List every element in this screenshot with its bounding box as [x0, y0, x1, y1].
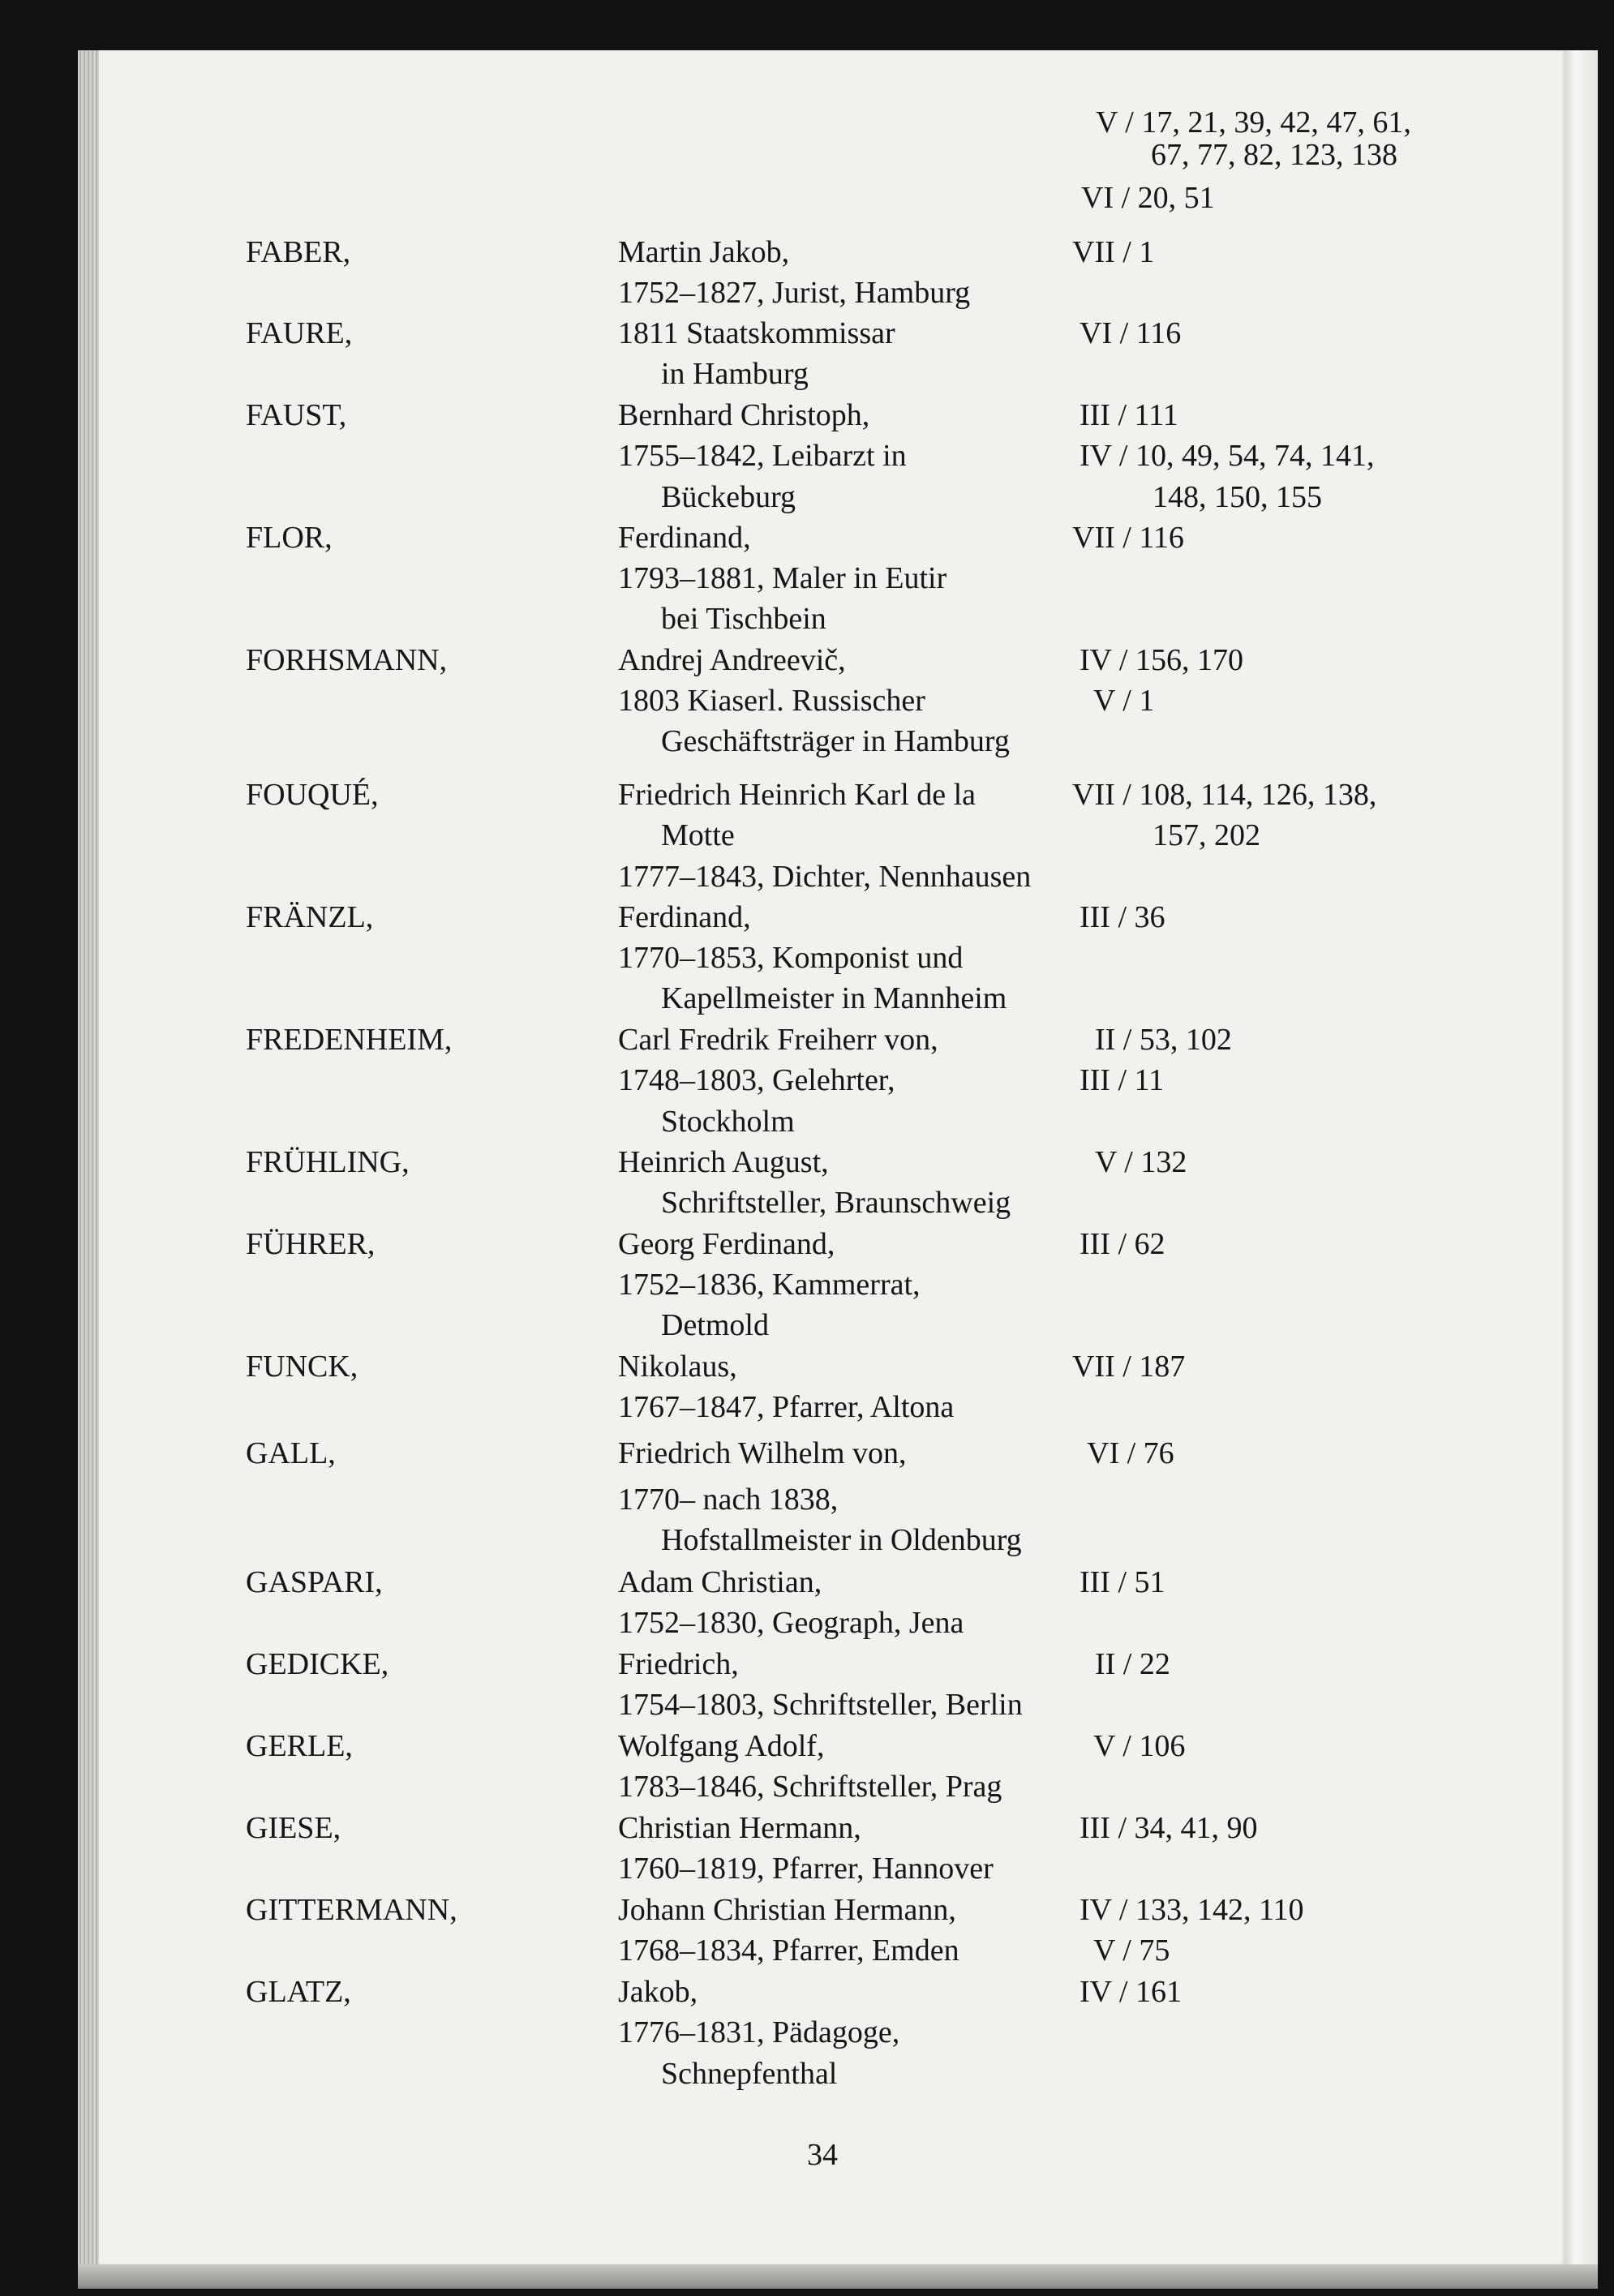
entry-ref: VII / 108, 114, 126, 138, — [1072, 778, 1377, 812]
entry-name: FAURE, — [246, 316, 353, 350]
entry-ref: III / 34, 41, 90 — [1080, 1811, 1258, 1845]
entry-ref: 148, 150, 155 — [1153, 480, 1322, 514]
entry-ref: V / 75 — [1093, 1933, 1170, 1968]
entry-desc: Johann Christian Hermann, — [618, 1893, 956, 1927]
entry-desc: Christian Hermann, — [618, 1811, 861, 1845]
entry-desc: 1770–1853, Komponist und — [618, 941, 964, 975]
entry-name: GIESE, — [246, 1811, 341, 1845]
entry-desc: Ferdinand, — [618, 521, 751, 555]
entry-name: FABER, — [246, 235, 351, 269]
entry-name: FRÄNZL, — [246, 900, 374, 934]
entry-desc: Nikolaus, — [618, 1350, 737, 1384]
entry-ref: VII / 1 — [1072, 235, 1155, 269]
entry-ref: II / 22 — [1095, 1647, 1170, 1681]
entry-ref: III / 62 — [1080, 1227, 1165, 1261]
page-bottom-edge — [78, 2264, 1598, 2289]
entry-desc: Andrej Andreevič, — [618, 643, 846, 677]
entry-desc: Kapellmeister in Mannheim — [661, 981, 1007, 1015]
entry-name: GITTERMANN, — [246, 1893, 457, 1927]
entry-desc: Wolfgang Adolf, — [618, 1729, 825, 1763]
entry-desc: 1811 Staatskommissar — [618, 316, 895, 350]
entry-ref: V / 132 — [1095, 1145, 1187, 1179]
entry-name: FOUQUÉ, — [246, 778, 379, 812]
entry-desc: Stockholm — [661, 1105, 795, 1139]
entry-ref: IV / 161 — [1080, 1975, 1182, 2009]
entry-name: FREDENHEIM, — [246, 1023, 453, 1057]
entry-name: FUNCK, — [246, 1350, 358, 1384]
entry-desc: 1752–1836, Kammerrat, — [618, 1268, 921, 1302]
entry-desc: Friedrich, — [618, 1647, 739, 1681]
entry-name: GERLE, — [246, 1729, 353, 1763]
entry-desc: Schriftsteller, Braunschweig — [661, 1186, 1011, 1220]
entry-desc: Geschäftsträger in Hamburg — [661, 724, 1010, 758]
page-number: 34 — [807, 2138, 838, 2172]
entry-desc: Georg Ferdinand, — [618, 1227, 835, 1261]
entry-name: FAUST, — [246, 398, 347, 432]
continuation-ref: V / 17, 21, 39, 42, 47, 61, — [1096, 105, 1411, 139]
entry-desc: 1793–1881, Maler in Eutir — [618, 561, 947, 595]
entry-ref: III / 36 — [1080, 900, 1165, 934]
entry-desc: Ferdinand, — [618, 900, 751, 934]
entry-desc: Schnepfenthal — [661, 2057, 838, 2091]
entry-name: FORHSMANN, — [246, 643, 448, 677]
entry-ref: IV / 10, 49, 54, 74, 141, — [1080, 439, 1375, 473]
entry-desc: 1783–1846, Schriftsteller, Prag — [618, 1770, 1002, 1804]
entry-desc: 1748–1803, Gelehrter, — [618, 1063, 895, 1097]
entry-desc: 1754–1803, Schriftsteller, Berlin — [618, 1688, 1023, 1722]
entry-ref: V / 106 — [1093, 1729, 1186, 1763]
entry-name: FRÜHLING, — [246, 1145, 410, 1179]
entry-name: GASPARI, — [246, 1565, 383, 1599]
entry-desc: 1770– nach 1838, — [618, 1483, 839, 1517]
entry-ref: VII / 187 — [1072, 1350, 1186, 1384]
entry-desc: Carl Fredrik Freiherr von, — [618, 1023, 938, 1057]
entry-desc: Heinrich August, — [618, 1145, 829, 1179]
entry-desc: 1768–1834, Pfarrer, Emden — [618, 1933, 959, 1968]
entry-desc: 1776–1831, Pädagoge, — [618, 2015, 900, 2049]
entry-name: GEDICKE, — [246, 1647, 389, 1681]
entry-ref: III / 111 — [1080, 398, 1178, 432]
entry-desc: 1760–1819, Pfarrer, Hannover — [618, 1852, 994, 1886]
entry-desc: 1803 Kiaserl. Russischer — [618, 684, 925, 718]
entry-desc: Martin Jakob, — [618, 235, 790, 269]
entry-desc: Bückeburg — [661, 480, 796, 514]
entry-desc: in Hamburg — [661, 357, 809, 391]
entry-ref: IV / 156, 170 — [1080, 643, 1243, 677]
entry-ref: III / 51 — [1080, 1565, 1165, 1599]
entry-name: FÜHRER, — [246, 1227, 376, 1261]
entry-desc: bei Tischbein — [661, 602, 826, 636]
entry-desc: Motte — [661, 818, 735, 852]
entry-desc: Jakob, — [618, 1975, 698, 2009]
entry-ref: VI / 76 — [1087, 1436, 1174, 1470]
entry-ref: 157, 202 — [1153, 818, 1260, 852]
entry-desc: Detmold — [661, 1308, 769, 1342]
entry-desc: Adam Christian, — [618, 1565, 822, 1599]
entry-desc: Friedrich Wilhelm von, — [618, 1436, 907, 1470]
entry-ref: III / 11 — [1080, 1063, 1165, 1097]
page-right-edge — [1565, 50, 1598, 2264]
entry-desc: Bernhard Christoph, — [618, 398, 870, 432]
entry-desc: 1752–1827, Jurist, Hamburg — [618, 276, 971, 310]
entry-desc: Hofstallmeister in Oldenburg — [661, 1523, 1022, 1557]
entry-desc: 1752–1830, Geograph, Jena — [618, 1606, 964, 1640]
continuation-ref: VI / 20, 51 — [1081, 181, 1215, 215]
entry-ref: IV / 133, 142, 110 — [1080, 1893, 1304, 1927]
entry-ref: V / 1 — [1093, 684, 1155, 718]
entry-name: GALL, — [246, 1436, 336, 1470]
entry-ref: VI / 116 — [1080, 316, 1182, 350]
entry-desc: 1767–1847, Pfarrer, Altona — [618, 1390, 955, 1424]
entry-name: FLOR, — [246, 521, 333, 555]
page-edge-strips — [78, 50, 99, 2264]
entry-ref: II / 53, 102 — [1095, 1023, 1232, 1057]
entry-name: GLATZ, — [246, 1975, 351, 2009]
continuation-ref-cont: 67, 77, 82, 123, 138 — [1151, 138, 1397, 172]
entry-desc: Friedrich Heinrich Karl de la — [618, 778, 977, 812]
entry-desc: 1777–1843, Dichter, Nennhausen — [618, 860, 1032, 894]
entry-desc: 1755–1842, Leibarzt in — [618, 439, 907, 473]
entry-ref: VII / 116 — [1072, 521, 1184, 555]
